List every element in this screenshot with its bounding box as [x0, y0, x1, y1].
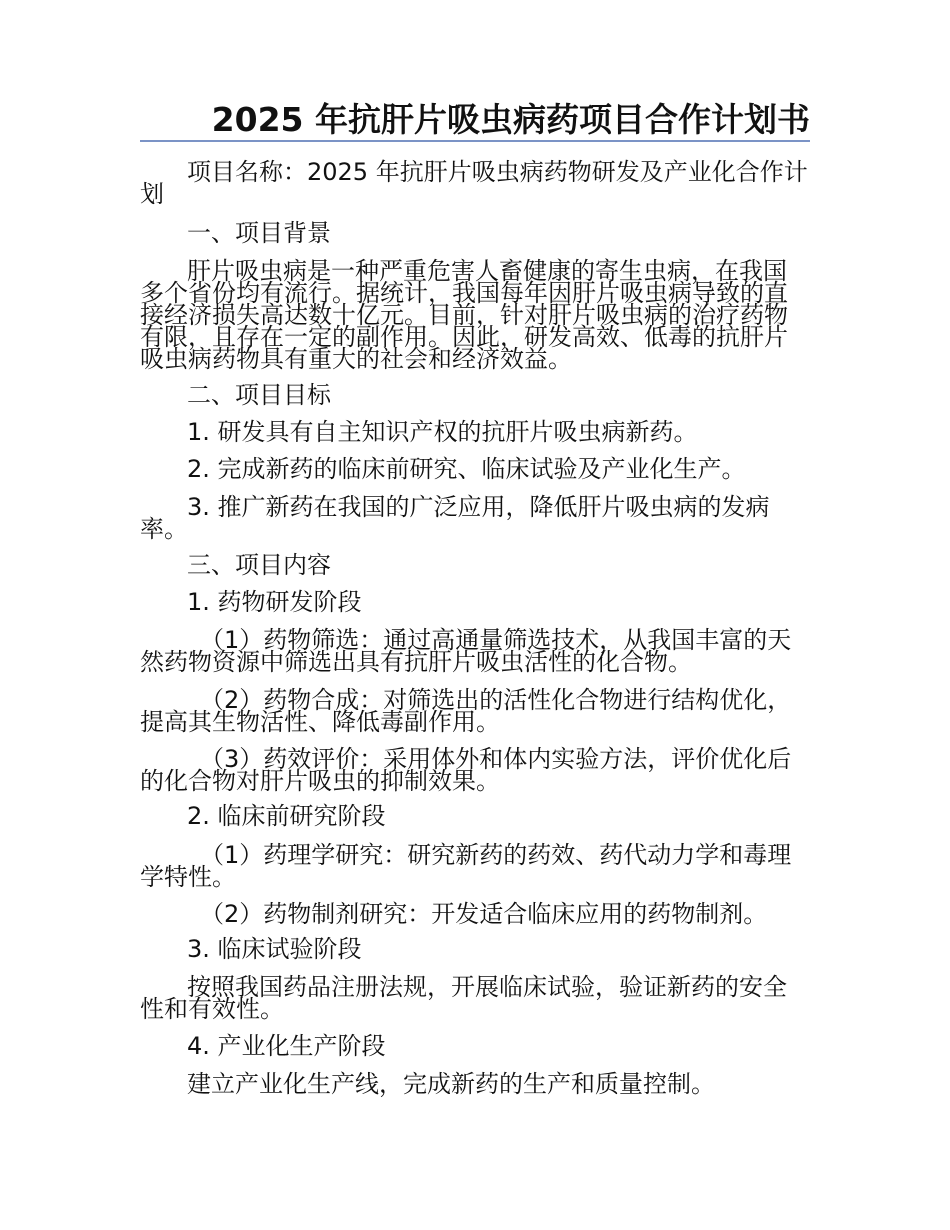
section-heading-goals: 二、项目目标: [187, 381, 331, 409]
title-underline: [140, 140, 810, 142]
stage-1-heading: 1. 药物研发阶段: [187, 588, 362, 616]
stage-1-item-2: （2）药物合成：对筛选出的活性化合物进行结构优化，提高其生物活性、降低毒副作用。: [140, 686, 792, 736]
goal-item-1: 1. 研发具有自主知识产权的抗肝片吸虫病新药。: [187, 418, 698, 446]
document-title: 2025 年抗肝片吸虫病药项目合作计划书: [211, 100, 810, 139]
stage-2-item-1: （1）药理学研究：研究新药的药效、药代动力学和毒理学特性。: [140, 841, 792, 891]
section-heading-content: 三、项目内容: [187, 551, 331, 579]
goal-item-2: 2. 完成新药的临床前研究、临床试验及产业化生产。: [187, 455, 746, 483]
stage-4-paragraph: 建立产业化生产线，完成新药的生产和质量控制。: [187, 1070, 715, 1098]
stage-1-item-1: （1）药物筛选：通过高通量筛选技术，从我国丰富的天然药物资源中筛选出具有抗肝片吸虫活性的化合物。: [140, 626, 792, 676]
goal-item-3: 3. 推广新药在我国的广泛应用，降低肝片吸虫病的发病率。: [140, 493, 770, 543]
background-paragraph: 肝片吸虫病是一种严重危害人畜健康的寄生虫病，在我国多个省份均有流行。据统计，我国每年因肝片吸虫病导致的直接经济损失高达数十亿元。目前，针对肝片吸虫病的治疗药物有限，且存在一定的副作用。因此，研发高效、低毒的抗肝片吸虫病药物具有重大的社会和经济效益。: [140, 257, 788, 373]
stage-3-paragraph: 按照我国药品注册法规，开展临床试验，验证新药的安全性和有效性。: [140, 973, 787, 1023]
stage-1-item-3: （3）药效评价：采用体外和体内实验方法，评价优化后的化合物对肝片吸虫的抑制效果。: [140, 745, 792, 795]
stage-2-item-2: （2）药物制剂研究：开发适合临床应用的药物制剂。: [200, 900, 768, 928]
stage-4-heading: 4. 产业化生产阶段: [187, 1032, 386, 1060]
project-name: 项目名称：2025 年抗肝片吸虫病药物研发及产业化合作计划: [140, 158, 808, 208]
stage-3-heading: 3. 临床试验阶段: [187, 935, 362, 963]
section-heading-background: 一、项目背景: [187, 219, 331, 247]
stage-2-heading: 2. 临床前研究阶段: [187, 802, 386, 830]
